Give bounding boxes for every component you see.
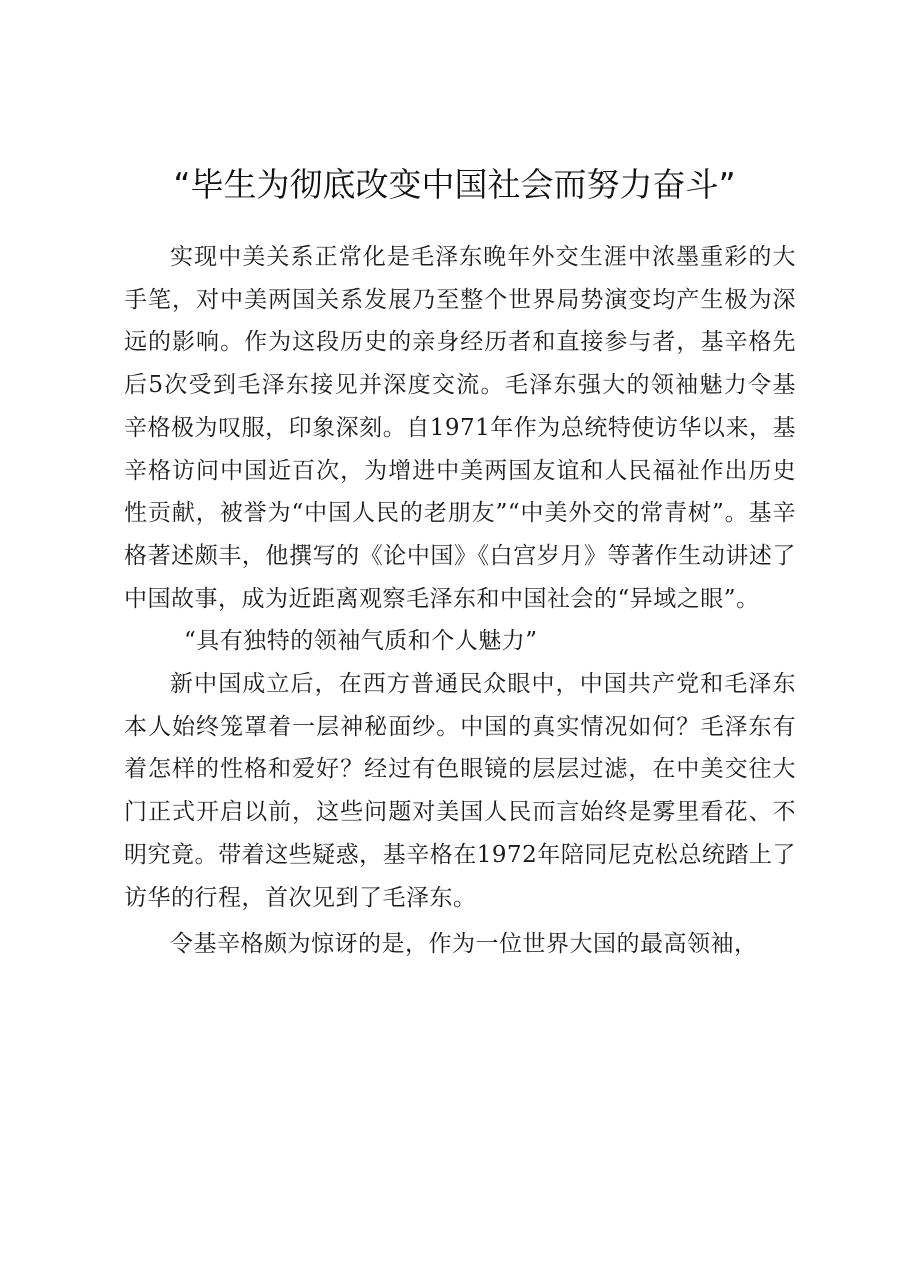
section-subheading: “具有独特的领袖气质和个人魅力” — [184, 628, 538, 655]
document-body — [124, 236, 796, 966]
paragraph-1: 实现中美关系正常化是毛泽东晚年外交生涯中浓墨重彩的大手笔，对中美两国关系发展乃至整个世界局势演变均产生极为深远的影响。作为这段历史的亲身经历者和直接参与者，基辛格先后5次受到毛泽东接见并深度交流。毛泽东强大的领袖魅力令基辛格极为叹服，印象深刻。自1971年作为总统特使访华以来，基辛格访问中国近百次，为增进中美两国友谊和人民福祉作出历史性贡献，被誉为“中国人民的老朋友”“中美外交的常青树”。基辛格著述颇丰，他撰写的《论中国》《白宫岁月》等著作生动讲述了中国故事，成为近距离观察毛泽东和中国社会的“异域之眼”。 — [124, 244, 796, 612]
paragraph-3: 令基辛格颇为惊讶的是，作为一位世界大国的最高领袖， — [170, 931, 758, 958]
paragraph-2: 新中国成立后，在西方普通民众眼中，中国共产党和毛泽东本人始终笼罩着一层神秘面纱。中国的真实情况如何？毛泽东有着怎样的性格和爱好？经过有色眼镜的层层过滤，在中美交往大门正式开启以前，这些问题对美国人民而言始终是雾里看花、不明究竟。带着这些疑惑，基辛格在1972年陪同尼克松总统踏上了访华的行程，首次见到了毛泽东。 — [124, 671, 796, 911]
document-title: “毕生为彻底改变中国社会而努力奋斗” — [173, 165, 736, 204]
